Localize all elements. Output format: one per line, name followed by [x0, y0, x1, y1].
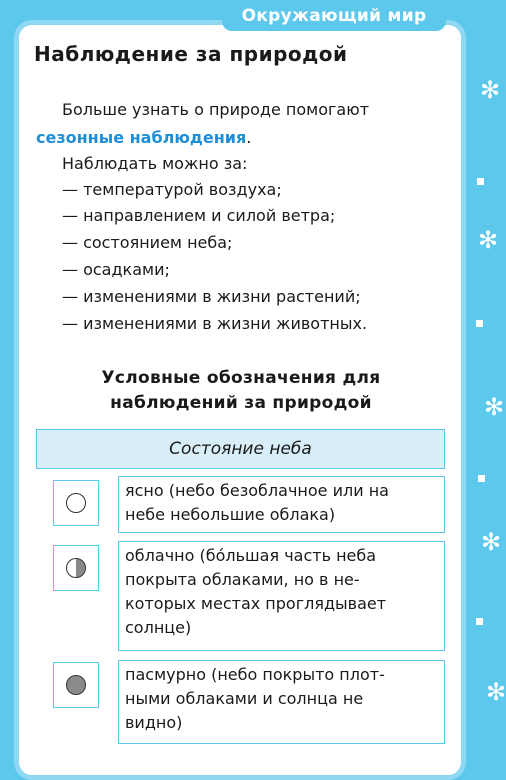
symbol-cell — [53, 545, 99, 591]
description-line: небе небольшие облака) — [125, 505, 336, 524]
clear-sky-circle-icon — [66, 493, 86, 513]
snowflake-icon: ✻ — [484, 393, 505, 421]
intro-paragraph-line1 — [62, 100, 369, 119]
half-cloudy-circle-icon — [66, 558, 86, 578]
decor-square — [476, 618, 483, 625]
intro-text: Больше узнать о природе помогают — [62, 100, 370, 119]
snowflake-icon: ✻ — [486, 678, 506, 706]
legend-heading — [36, 366, 446, 416]
description-line: видно) — [125, 713, 183, 732]
description-line: ясно (небо безоблачное или на — [125, 481, 389, 500]
list-item: — изменениями в жизни растений; — [62, 287, 361, 306]
highlighted-term: сезонные наблюдения — [36, 128, 247, 147]
description-line: ными облаками и солнца не — [125, 689, 364, 708]
overcast-circle-icon — [66, 675, 86, 695]
intro-paragraph-line2 — [36, 128, 251, 147]
list-item: — изменениями в жизни животных. — [62, 314, 368, 333]
description-line: покрыта облаками, но в не- — [125, 570, 360, 589]
symbol-cell — [53, 662, 99, 708]
symbol-description — [118, 476, 445, 533]
list-item: — осадками; — [62, 260, 170, 279]
list-item: — направлением и силой ветра; — [62, 206, 336, 225]
subject-tab: Окружающий мир — [222, 0, 446, 31]
symbol-description — [118, 660, 445, 744]
description-line: солнце) — [125, 618, 192, 637]
description-line: пасмурно (небо покрыто плот- — [125, 665, 385, 684]
list-item: — температурой воздуха; — [62, 180, 282, 199]
decor-square — [478, 475, 485, 482]
snowflake-icon: ✻ — [478, 226, 499, 254]
snowflake-icon: ✻ — [480, 76, 501, 104]
list-intro: Наблюдать можно за: — [62, 154, 248, 173]
description-line: облачно (бо́льшая часть неба — [125, 546, 377, 565]
list-item: — состоянием неба; — [62, 233, 233, 252]
decor-square — [477, 178, 484, 185]
description-line: которых местах проглядывает — [125, 594, 387, 613]
symbol-description — [118, 541, 445, 651]
intro-punctuation: . — [246, 128, 252, 147]
page-title: Наблюдение за природой — [34, 42, 348, 66]
symbol-cell — [53, 480, 99, 526]
legend-heading-line: Условные обозначения для — [101, 368, 381, 388]
legend-heading-line: наблюдений за природой — [110, 393, 372, 413]
snowflake-icon: ✻ — [481, 528, 502, 556]
category-bar: Состояние неба — [36, 429, 445, 469]
decor-square — [476, 320, 483, 327]
